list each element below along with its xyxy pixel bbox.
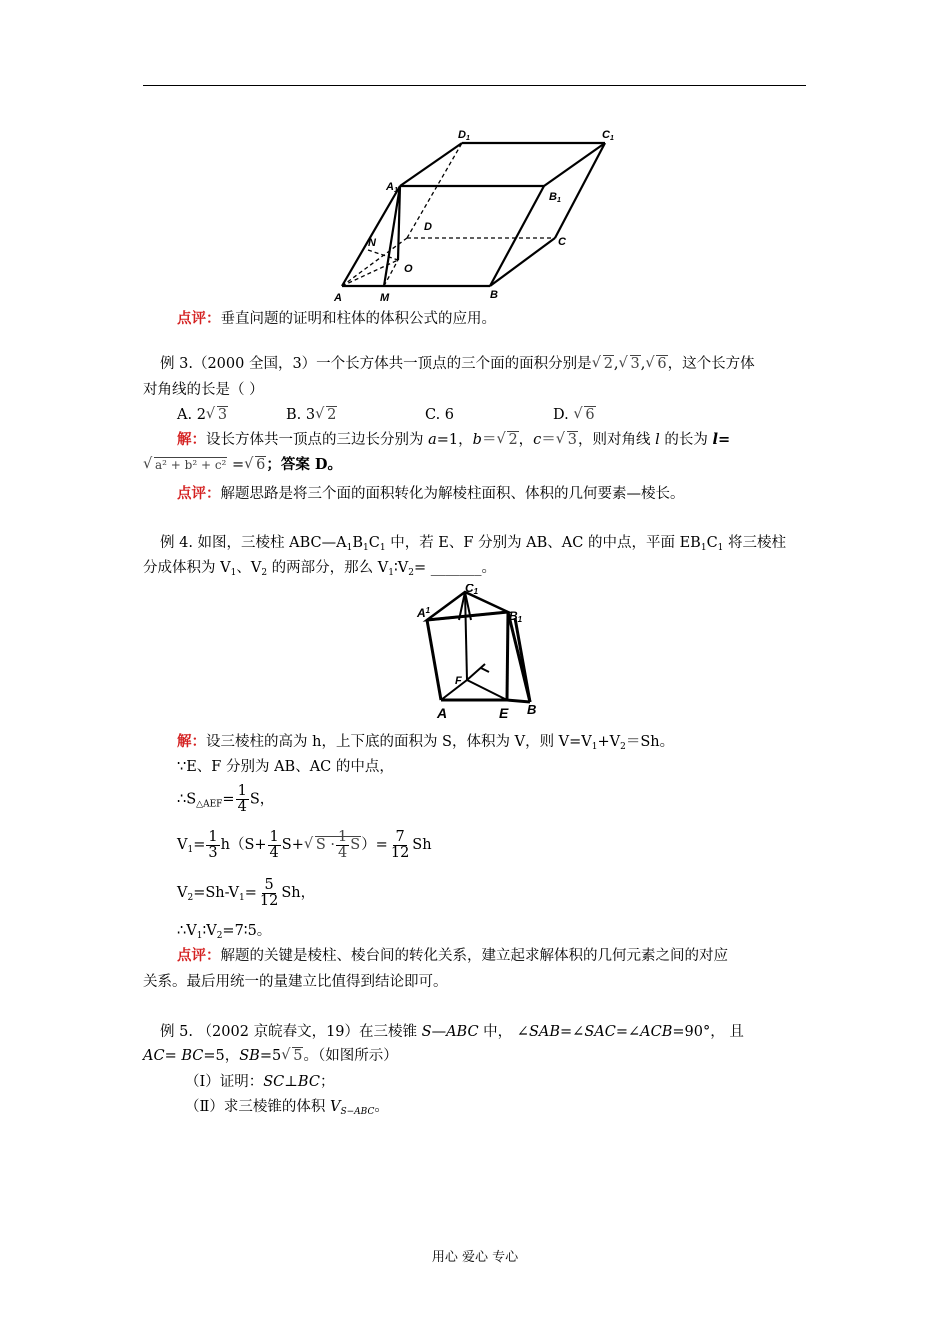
ex4-review-line2: 关系。最后用统一的量建立比值得到结论即可。 — [143, 974, 448, 990]
ex4-ratio: $\therefore V_1∶V_2=7∶5$。 — [177, 923, 272, 941]
fig1-label-C: C — [558, 236, 566, 248]
ex5-question-1: （Ⅰ）证明：SC⊥BC； — [185, 1074, 335, 1090]
fig2-label-E: E — [499, 705, 509, 721]
review-1: 点评：垂直问题的证明和柱体的体积公式的应用。 — [177, 310, 496, 327]
fig1-label-A1: A1 — [386, 181, 398, 194]
fig1-label-D: D — [424, 221, 432, 233]
fig1-label-O: O — [404, 263, 413, 275]
header-rule — [143, 85, 806, 86]
fig2-label-A1: $A^1$ — [417, 606, 431, 620]
ex5-stem-line2: AC= BC=5，SB=5√ 5。（如图所示） — [143, 1046, 398, 1066]
figure-parallelepiped — [330, 120, 630, 305]
fig2-label-F: F — [455, 675, 462, 687]
ex3-option-d: D. √ 6 — [553, 405, 596, 425]
page-footer: 用心 爱心 专心 — [431, 1250, 519, 1265]
ex3-solution-line1: 解：设长方体共一顶点的三边长分别为 a=1，b＝√ 2，c＝√ 3，则对角线 l 的长为 l= — [177, 430, 730, 450]
fig2-label-C1: C1 — [465, 584, 479, 596]
ex3-stem-line1: 例 3.（2000 全国，3）一个长方体共一顶点的三个面的面积分别是√ 2,√ 3,√ 6，这个长方体 — [160, 354, 755, 374]
ex3-option-a: A. 2√ 3 — [177, 405, 228, 425]
ex4-area-eq: $\therefore S_{\triangle AEF}=$ $\frac{1}{4}$ S， — [177, 783, 275, 815]
fig1-label-M: M — [380, 292, 390, 304]
fig1-label-B: B — [490, 289, 498, 301]
fig1-label-C1: C1 — [602, 129, 614, 142]
ex3-option-c: C. 6 — [425, 407, 455, 423]
ex3-review: 点评：解题思路是将三个面的面积转化为解棱柱面积、体积的几何要素—棱长。 — [177, 485, 685, 502]
ex4-stem-line2: 分成体积为 $V_1$、$V_2$ 的两部分，那么 $V_1∶V_2=$ _______。 — [143, 560, 496, 578]
ex4-solution-line1: 解：设三棱柱的高为 h，上下底的面积为 S，体积为 V，则 $V=V_1+V_2=Sh$。 — [177, 733, 675, 752]
ex5-question-2: （Ⅱ）求三棱锥的体积 $V_{S-ABC}$。 — [185, 1099, 389, 1117]
ex4-v1-eq: $V_1=$ $\frac{1}{3}$ h（S+ $\frac{1}{4}$ S+√ S · $\frac{1}{4}$ S）= $\frac{7}{12}$ Sh — [177, 828, 432, 862]
answer-blank[interactable]: _______ — [430, 560, 482, 576]
figure-triangular-prism — [415, 584, 545, 724]
ex3-solution-line2: √ a² + b² + c² =√ 6；答案 D。 — [143, 455, 342, 475]
fig1-label-D1: D1 — [458, 129, 470, 142]
fig1-label-B1: B1 — [549, 191, 561, 204]
ex3-stem-line2: 对角线的长是（ ） — [143, 382, 264, 398]
ex4-v2-eq: $V_2=Sh-V_1=$ $\frac{5}{12}$ Sh， — [177, 876, 316, 909]
ex4-because: ∵E、F 分别为 AB、AC 的中点， — [177, 759, 394, 775]
ex4-stem-line1: 例 4. 如图，三棱柱 $ABC—A_1B_1C_1$ 中，若 E、F 分别为 AB、AC 的中点，平面 $EB_1C_1$ 将三棱柱 — [160, 535, 787, 553]
fig1-label-N: N — [368, 237, 376, 249]
fig2-label-B: B — [527, 702, 537, 717]
fig2-label-B1: B1 — [509, 609, 523, 624]
fig1-label-A: A — [334, 292, 342, 304]
ex4-review-line1: 点评：解题的关键是棱柱、棱台间的转化关系，建立起求解体积的几何元素之间的对应 — [177, 947, 728, 964]
fig2-label-A: A — [437, 705, 448, 721]
ex3-option-b: B. 3√ 2 — [286, 405, 337, 425]
ex5-stem-line1: 例 5. （2002 京皖春文，19）在三棱锥 S—ABC 中， ∠SAB=∠SAC=∠ACB=90°， 且 — [160, 1024, 744, 1040]
